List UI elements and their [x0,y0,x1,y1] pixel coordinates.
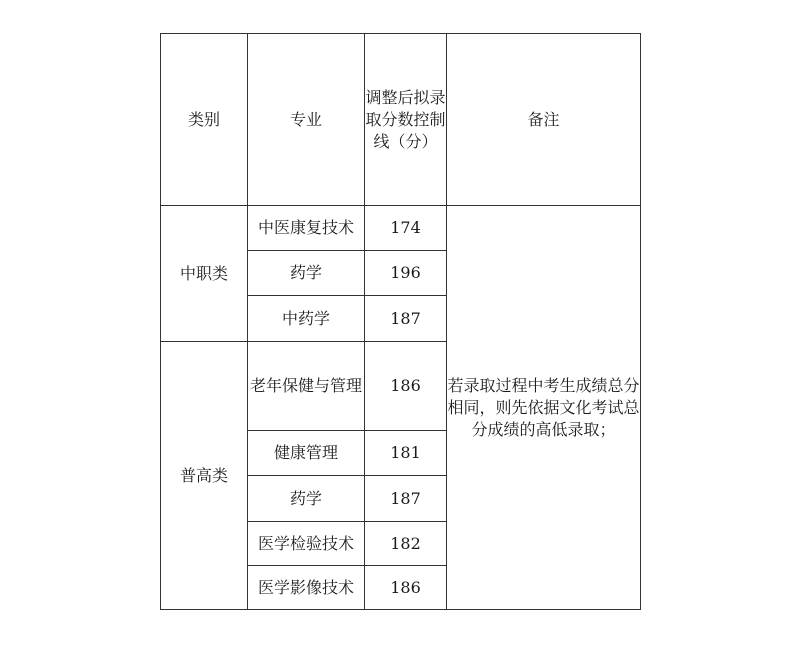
score-cell: 174 [365,206,447,251]
score-cell: 181 [365,431,447,476]
major-cell: 药学 [248,251,365,296]
header-row [161,34,641,206]
admission-score-table [160,33,641,610]
score-cell: 186 [365,342,447,431]
category-cell: 普高类 [161,342,248,610]
table-row [161,206,641,251]
score-cell: 182 [365,522,447,566]
major-cell: 老年保健与管理 [248,342,365,431]
major-cell: 健康管理 [248,431,365,476]
major-cell: 医学检验技术 [248,522,365,566]
major-cell: 药学 [248,476,365,522]
score-cell: 187 [365,476,447,522]
header-category: 类别 [161,34,248,206]
major-cell: 医学影像技术 [248,566,365,610]
header-major: 专业 [248,34,365,206]
category-cell: 中职类 [161,206,248,342]
major-cell: 中药学 [248,296,365,342]
score-cell: 186 [365,566,447,610]
header-remarks: 备注 [447,34,641,206]
header-score-line: 调整后拟录取分数控制线（分） [365,34,447,206]
score-cell: 196 [365,251,447,296]
remarks-cell: 若录取过程中考生成绩总分相同，则先依据文化考试总分成绩的高低录取； [447,206,641,610]
score-cell: 187 [365,296,447,342]
major-cell: 中医康复技术 [248,206,365,251]
